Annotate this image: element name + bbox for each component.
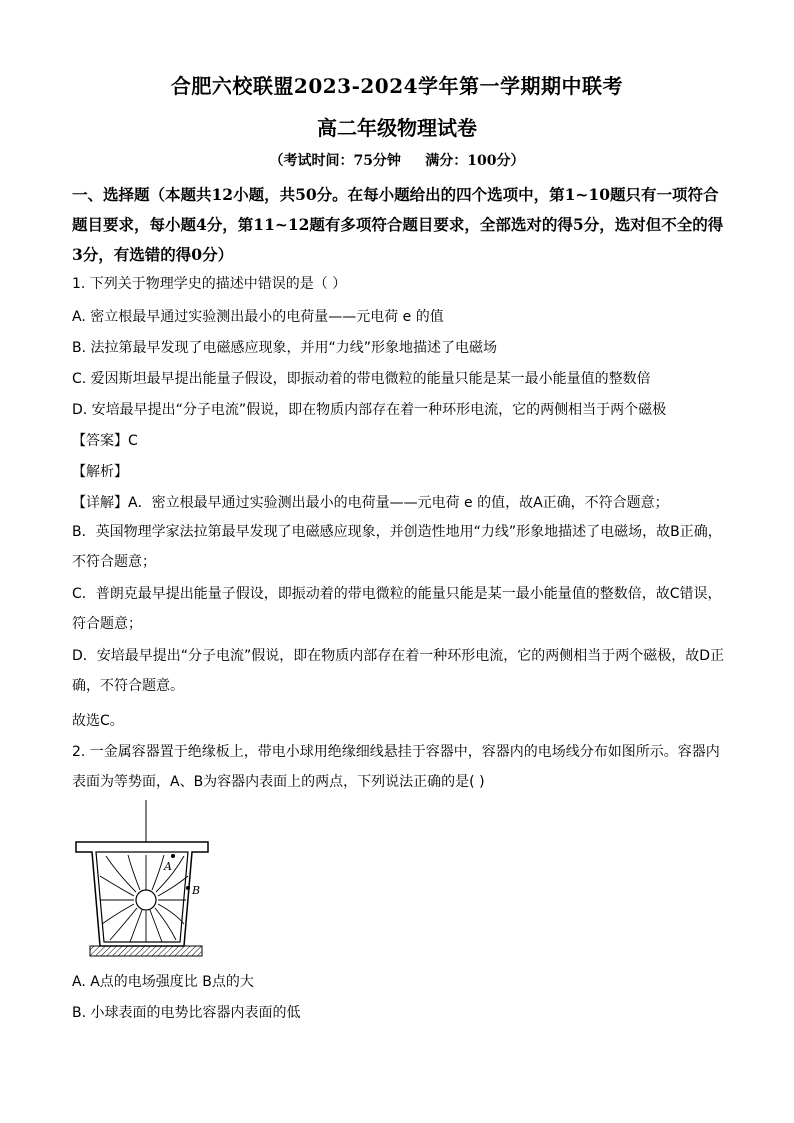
charged-ball <box>136 890 156 910</box>
q1-option-a: A. 密立根最早通过实验测出最小的电荷量——元电荷 e 的值 <box>72 309 444 325</box>
exam-title: 合肥六校联盟2023-2024学年第一学期期中联考 <box>170 74 624 98</box>
point-a-marker <box>171 854 175 858</box>
exam-info: （考试时间：75分钟 满分：100分） <box>269 153 525 169</box>
q1-detail-a: 【详解】A．密立根最早通过实验测出最小的电荷量——元电荷 e 的值，故A正确，不符合题意； <box>72 495 669 511</box>
insulating-board <box>90 946 202 956</box>
point-b-marker <box>186 886 190 890</box>
point-b-label: B <box>192 884 201 897</box>
q1-detail-d: D．安培最早提出“分子电流”假说，即在物质内部存在着一种环形电流，它的两侧相当于两个磁极，故D正确，不符合题意。 <box>72 648 725 694</box>
q1-stem: 1. 下列关于物理学史的描述中错误的是（ ） <box>72 276 347 292</box>
q1-detail-c: C．普朗克最早提出能量子假设，即振动着的带电微粒的能量只能是某一最小能量值的整数倍，故C错误，符合题意； <box>72 586 722 632</box>
q1-analysis-label: 【解析】 <box>72 464 128 480</box>
q1-detail-b: B．英国物理学家法拉第最早发现了电磁感应现象，并创造性地用“力线”形象地描述了电磁场，故B正确，不符合题意； <box>72 524 722 570</box>
container-field-figure <box>70 800 210 960</box>
point-a-label: A <box>164 860 172 873</box>
q1-option-b: B. 法拉第最早发现了电磁感应现象，并用“力线”形象地描述了电磁场 <box>72 340 498 356</box>
q2-option-b: B. 小球表面的电势比容器内表面的低 <box>72 1005 301 1021</box>
q2-stem: 2. 一金属容器置于绝缘板上，带电小球用绝缘细线悬挂于容器中，容器内的电场线分布如图所示。容器内表面为等势面，A、B为容器内表面上的两点，下列说法正确的是( ) <box>72 744 720 790</box>
section-heading: 一、选择题（本题共12小题，共50分。在每小题给出的四个选项中，第1~10题只有一项符合题目要求，每小题4分，第11~12题有多项符合题目要求，全部选对的得5分，选对但不全的得3分，有选错的得0分） <box>72 185 724 264</box>
q1-answer: 【答案】C <box>72 433 138 449</box>
exam-subtitle: 高二年级物理试卷 <box>317 116 477 140</box>
q2-option-a: A. A点的电场强度比 B点的大 <box>72 974 254 990</box>
q1-conclusion: 故选C。 <box>72 713 124 729</box>
q1-option-d: D. 安培最早提出“分子电流”假说，即在物质内部存在着一种环形电流，它的两侧相当于两个磁极 <box>72 402 667 418</box>
q1-option-c: C. 爱因斯坦最早提出能量子假设，即振动着的带电微粒的能量只能是某一最小能量值的整数倍 <box>72 371 651 387</box>
